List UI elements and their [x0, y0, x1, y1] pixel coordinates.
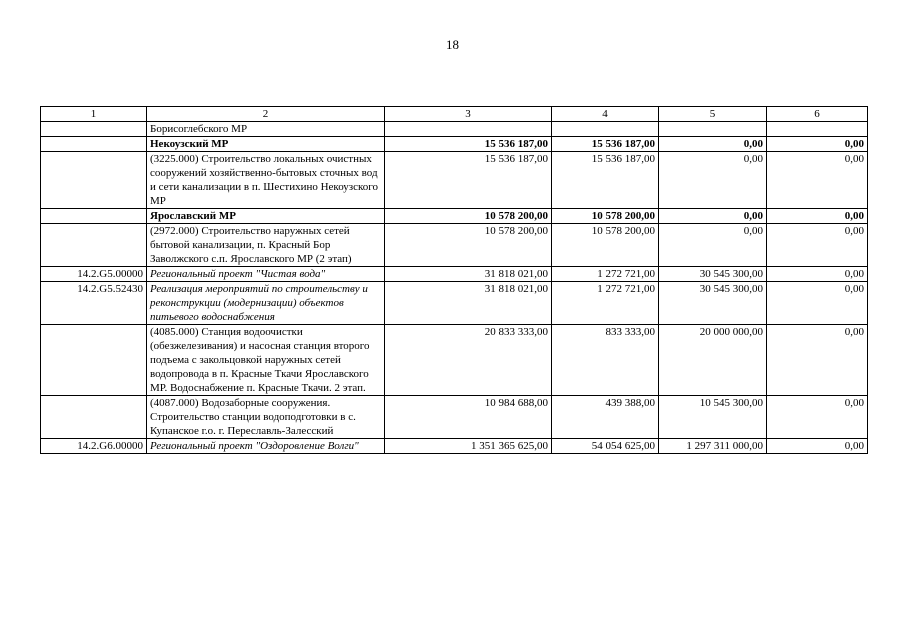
row-col5: 0,00 — [659, 152, 767, 209]
row-col5: 30 545 300,00 — [659, 282, 767, 325]
page-number: 18 — [446, 37, 459, 52]
row-code — [41, 325, 147, 396]
row-col4: 833 333,00 — [552, 325, 659, 396]
row-col5: 20 000 000,00 — [659, 325, 767, 396]
row-col5: 0,00 — [659, 137, 767, 152]
row-col5: 0,00 — [659, 224, 767, 267]
row-name: (4087.000) Водозаборные сооружения. Строительство станции водоподготовки в с. Купанское г.о. г. Переславль-Залесский — [147, 396, 385, 439]
row-name: (3225.000) Строительство локальных очистных сооружений хозяйственно-бытовых сточных вод и сети канализации в п. Шестихино Некоузского МР — [147, 152, 385, 209]
header-cell-1: 1 — [41, 107, 147, 122]
row-col6: 0,00 — [767, 325, 868, 396]
row-col6: 0,00 — [767, 152, 868, 209]
row-col4: 439 388,00 — [552, 396, 659, 439]
row-code — [41, 137, 147, 152]
header-cell-6: 6 — [767, 107, 868, 122]
table-header-row — [41, 107, 868, 122]
table-row — [41, 137, 868, 152]
table-row — [41, 224, 868, 267]
header-cell-3: 3 — [385, 107, 552, 122]
row-name: Некоузский МР — [147, 137, 385, 152]
row-name: (2972.000) Строительство наружных сетей бытовой канализации, п. Красный Бор Заволжского с.п. Ярославского МР (2 этап) — [147, 224, 385, 267]
row-col6: 0,00 — [767, 267, 868, 282]
row-col4: 15 536 187,00 — [552, 152, 659, 209]
table-row — [41, 439, 868, 454]
row-col4: 10 578 200,00 — [552, 209, 659, 224]
row-col6: 0,00 — [767, 396, 868, 439]
row-col4 — [552, 122, 659, 137]
row-col3: 20 833 333,00 — [385, 325, 552, 396]
row-name: Реализация мероприятий по строительству и реконструкции (модернизации) объектов питьевого водоснабжения — [147, 282, 385, 325]
row-col5 — [659, 122, 767, 137]
row-col4: 10 578 200,00 — [552, 224, 659, 267]
table-row — [41, 122, 868, 137]
row-col3: 1 351 365 625,00 — [385, 439, 552, 454]
table-row — [41, 267, 868, 282]
row-name: (4085.000) Станция водоочистки (обезжелезивания) и насосная станция второго подъема с закольцовкой наружных сетей водопровода в п. Красные Ткачи Ярославского МР. Водоснабжение п. Красные Ткачи. 2 этап. — [147, 325, 385, 396]
row-code — [41, 152, 147, 209]
budget-table — [40, 106, 868, 454]
row-col3: 10 984 688,00 — [385, 396, 552, 439]
row-code — [41, 224, 147, 267]
row-col6: 0,00 — [767, 439, 868, 454]
row-code — [41, 396, 147, 439]
row-name: Региональный проект "Оздоровление Волги" — [147, 439, 385, 454]
row-col4: 54 054 625,00 — [552, 439, 659, 454]
row-col5: 0,00 — [659, 209, 767, 224]
row-col6: 0,00 — [767, 282, 868, 325]
table-row — [41, 209, 868, 224]
row-code: 14.2.G5.00000 — [41, 267, 147, 282]
row-code: 14.2.G5.52430 — [41, 282, 147, 325]
row-col6 — [767, 122, 868, 137]
row-col3: 31 818 021,00 — [385, 282, 552, 325]
row-name: Ярославский МР — [147, 209, 385, 224]
table-row — [41, 152, 868, 209]
row-code — [41, 122, 147, 137]
row-code: 14.2.G6.00000 — [41, 439, 147, 454]
table-row — [41, 325, 868, 396]
row-col3: 10 578 200,00 — [385, 209, 552, 224]
header-cell-4: 4 — [552, 107, 659, 122]
row-col4: 15 536 187,00 — [552, 137, 659, 152]
row-col5: 1 297 311 000,00 — [659, 439, 767, 454]
row-col3: 15 536 187,00 — [385, 137, 552, 152]
table-row — [41, 396, 868, 439]
row-col6: 0,00 — [767, 224, 868, 267]
row-col6: 0,00 — [767, 137, 868, 152]
row-col4: 1 272 721,00 — [552, 267, 659, 282]
header-cell-2: 2 — [147, 107, 385, 122]
row-name: Региональный проект "Чистая вода" — [147, 267, 385, 282]
row-code — [41, 209, 147, 224]
row-col6: 0,00 — [767, 209, 868, 224]
row-col3 — [385, 122, 552, 137]
row-name: Борисоглебского МР — [147, 122, 385, 137]
header-cell-5: 5 — [659, 107, 767, 122]
row-col3: 15 536 187,00 — [385, 152, 552, 209]
row-col5: 10 545 300,00 — [659, 396, 767, 439]
row-col5: 30 545 300,00 — [659, 267, 767, 282]
row-col3: 10 578 200,00 — [385, 224, 552, 267]
row-col3: 31 818 021,00 — [385, 267, 552, 282]
table-row — [41, 282, 868, 325]
row-col4: 1 272 721,00 — [552, 282, 659, 325]
